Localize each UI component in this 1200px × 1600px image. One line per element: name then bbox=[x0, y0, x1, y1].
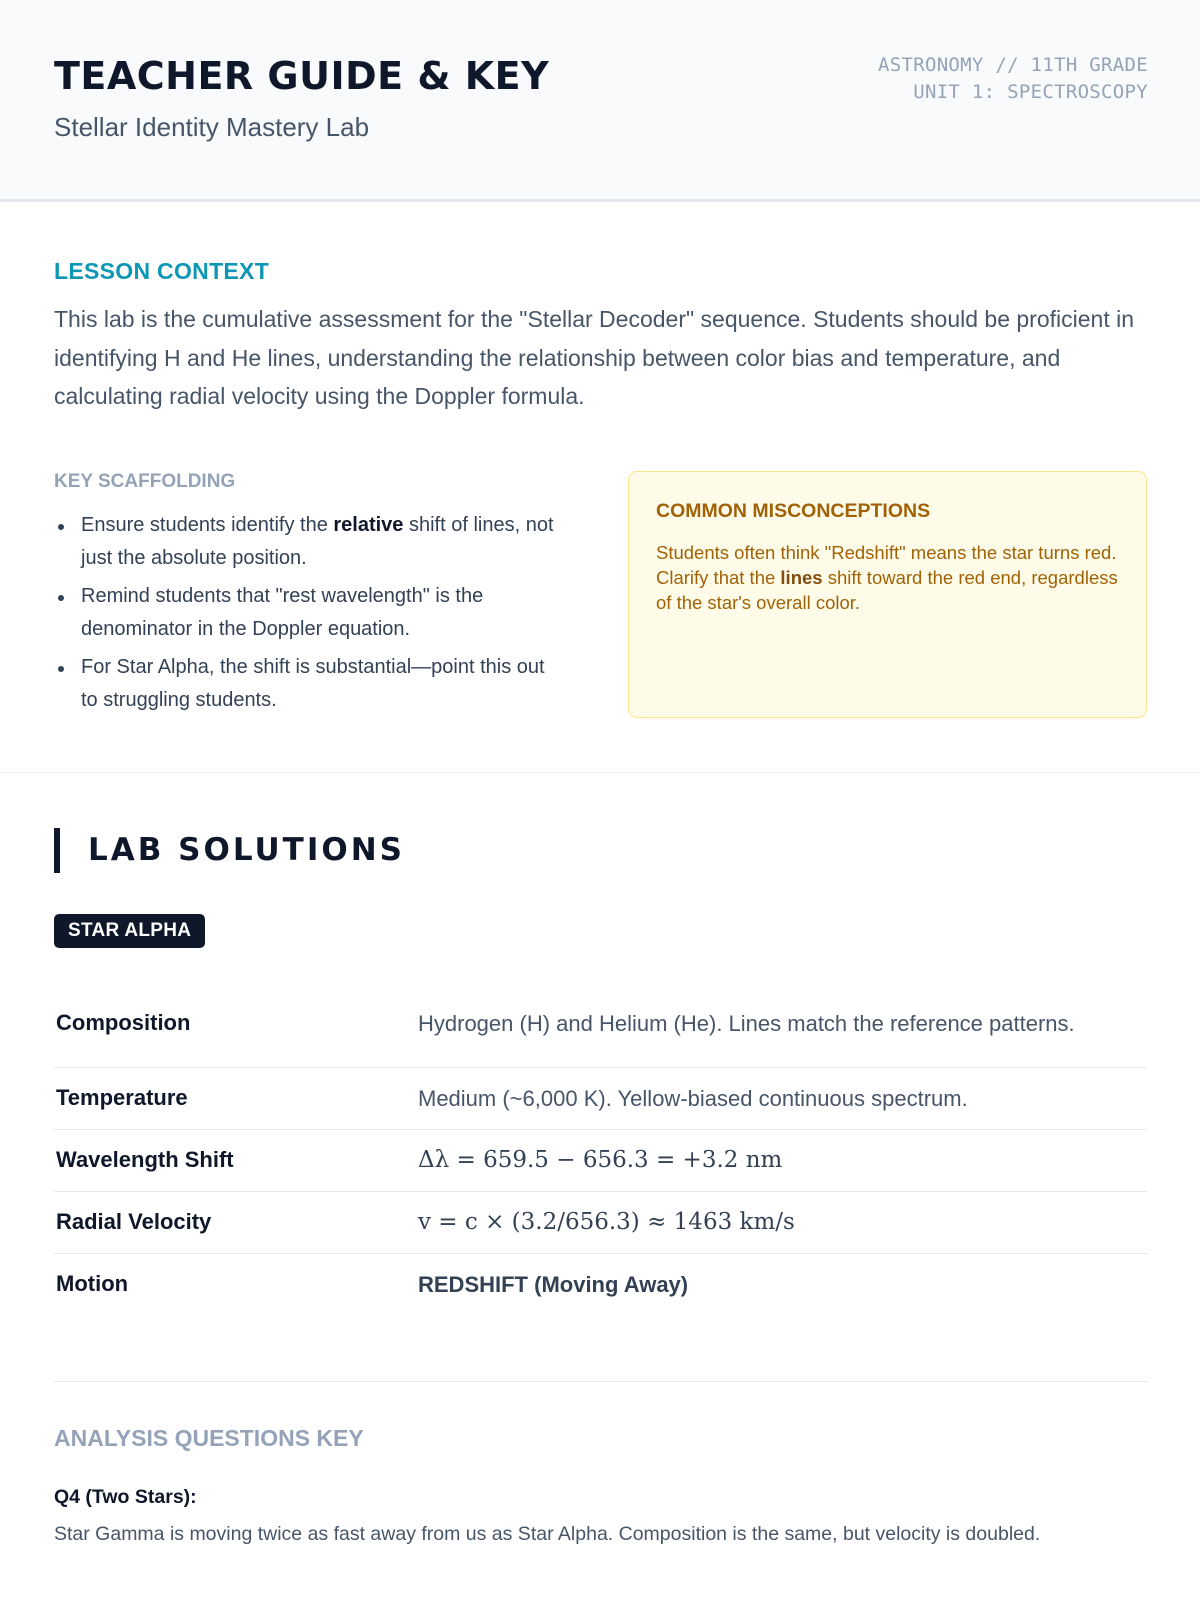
lesson-context-heading: LESSON CONTEXT bbox=[54, 258, 270, 284]
lesson-context-text: This lab is the cumulative assessment for the "Stellar Decoder" sequence. Students should be proficient in identifying H and He lines, understanding the relationship between color bias and temperature, and calculating radial velocity using the Doppler formula. bbox=[54, 306, 1135, 409]
table-row bbox=[54, 980, 1147, 1067]
motion-result: REDSHIFT (Moving Away) bbox=[418, 1271, 689, 1297]
star-alpha-badge: STAR ALPHA bbox=[54, 914, 205, 948]
course-grade: ASTRONOMY // 11TH GRADE bbox=[878, 54, 1148, 76]
analysis-divider bbox=[54, 1381, 1147, 1382]
question-answer: Star Gamma is moving twice as fast away from us as Star Alpha. Composition is the same, but velocity is doubled. bbox=[54, 1523, 1041, 1545]
radial-velocity-formula: v = c × (3.2/656.3) ≈ 1463 km/s bbox=[418, 1208, 795, 1235]
row-value: Hydrogen (H) and Helium (He). Lines match the reference patterns. bbox=[418, 1010, 1075, 1036]
scaffolding-item: For Star Alpha, the shift is substantial—point this out to struggling students. bbox=[54, 651, 564, 717]
scaffolding-item: Remind students that "rest wavelength" is the denominator in the Doppler equation. bbox=[54, 580, 564, 646]
course-unit: UNIT 1: SPECTROSCOPY bbox=[913, 81, 1148, 103]
page-header bbox=[0, 0, 1200, 202]
analysis-questions-heading: ANALYSIS QUESTIONS KEY bbox=[54, 1425, 364, 1451]
question-label: Q4 (Two Stars): bbox=[54, 1486, 197, 1508]
table-row bbox=[54, 1129, 1147, 1191]
misconceptions-text: Students often think "Redshift" means the star turns red. Clarify that the lines shift toward the red end, regardless of the star's overall color. bbox=[656, 542, 1118, 613]
solutions-table bbox=[54, 980, 1147, 1315]
key-scaffolding-heading: KEY SCAFFOLDING bbox=[54, 471, 236, 492]
wavelength-shift-formula: Δλ = 659.5 − 656.3 = +3.2 nm bbox=[418, 1146, 783, 1173]
course-meta bbox=[878, 52, 1148, 106]
row-label: Motion bbox=[56, 1271, 129, 1297]
row-label: Radial Velocity bbox=[56, 1209, 212, 1234]
row-label: Wavelength Shift bbox=[56, 1147, 234, 1172]
row-label: Composition bbox=[56, 1010, 191, 1036]
misconceptions-heading: COMMON MISCONCEPTIONS bbox=[656, 500, 931, 522]
section-divider bbox=[0, 772, 1200, 773]
table-row bbox=[54, 1191, 1147, 1253]
row-label: Temperature bbox=[56, 1085, 188, 1110]
scaffolding-item: Ensure students identify the relative shift of lines, not just the absolute position. bbox=[54, 509, 564, 575]
scaffolding-list bbox=[54, 509, 564, 722]
section-accent-bar bbox=[54, 828, 60, 873]
page-subtitle: Stellar Identity Mastery Lab bbox=[54, 112, 370, 142]
misconceptions-callout bbox=[628, 471, 1147, 718]
page-title: TEACHER GUIDE & KEY bbox=[54, 54, 550, 98]
lab-solutions-heading: LAB SOLUTIONS bbox=[88, 832, 405, 868]
table-row bbox=[54, 1253, 1147, 1315]
table-row bbox=[54, 1067, 1147, 1129]
row-value: Medium (~6,000 K). Yellow-biased continuous spectrum. bbox=[418, 1085, 968, 1111]
